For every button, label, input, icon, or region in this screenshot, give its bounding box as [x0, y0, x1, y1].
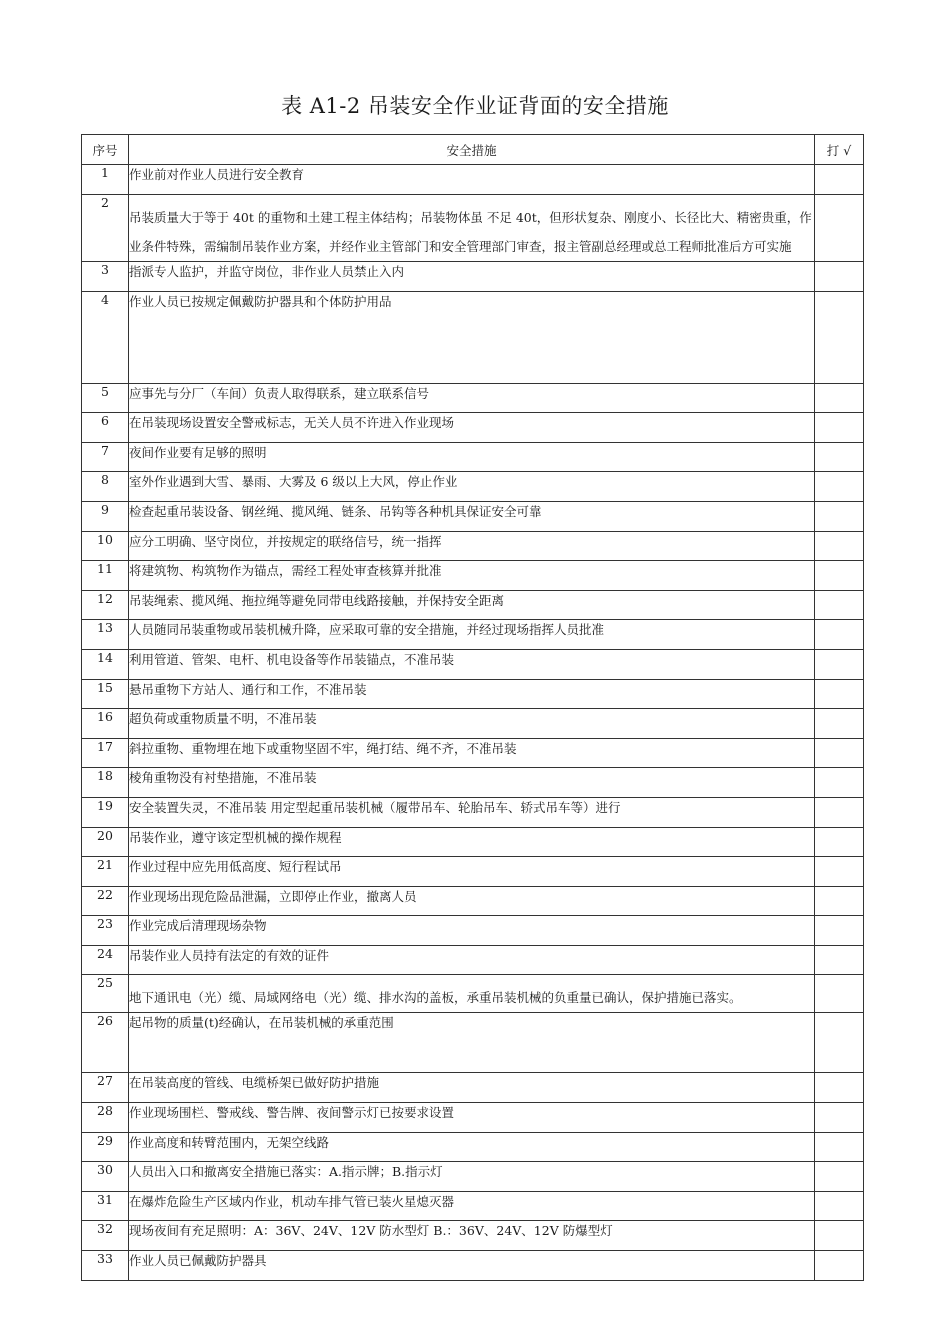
measure-text: 作业前对作业人员进行安全教育 [129, 165, 815, 195]
table-row [82, 1073, 864, 1103]
row-number: 18 [82, 768, 129, 798]
measure-text: 吊装作业人员持有法定的有效的证件 [129, 945, 815, 975]
row-number: 31 [82, 1191, 129, 1221]
row-number: 10 [82, 531, 129, 561]
measure-text: 斜拉重物、重物埋在地下或重物坚固不牢，绳打结、绳不齐，不准吊装 [129, 738, 815, 768]
measure-text: 在爆炸危险生产区域内作业，机动车排气管已装火星熄灭器 [129, 1191, 815, 1221]
check-cell[interactable] [815, 413, 864, 443]
row-number: 8 [82, 472, 129, 502]
table-row [82, 1132, 864, 1162]
row-number: 9 [82, 501, 129, 531]
check-cell[interactable] [815, 916, 864, 946]
check-cell[interactable] [815, 1251, 864, 1281]
check-cell[interactable] [815, 709, 864, 739]
check-cell[interactable] [815, 383, 864, 413]
row-number: 6 [82, 413, 129, 443]
table-row [82, 886, 864, 916]
measure-text: 人员随同吊装重物或吊装机械升降，应采取可靠的安全措施，并经过现场指挥人员批准 [129, 620, 815, 650]
safety-measures-table [81, 134, 864, 1281]
table-row [82, 561, 864, 591]
check-cell[interactable] [815, 975, 864, 1013]
row-number: 23 [82, 916, 129, 946]
check-cell[interactable] [815, 1013, 864, 1073]
row-number: 16 [82, 709, 129, 739]
check-cell[interactable] [815, 1132, 864, 1162]
row-number: 7 [82, 442, 129, 472]
row-number: 19 [82, 797, 129, 827]
table-row [82, 442, 864, 472]
measure-text: 现场夜间有充足照明：A：36V、24V、12V 防水型灯 B.：36V、24V、12V 防爆型灯 [129, 1221, 815, 1251]
measure-text: 指派专人监护，并监守岗位，非作业人员禁止入内 [129, 262, 815, 292]
measure-text: 作业现场围栏、警戒线、警告牌、夜间警示灯已按要求设置 [129, 1103, 815, 1133]
measure-text: 安全装置失灵，不准吊装 用定型起重吊装机械（履带吊车、轮胎吊车、轿式吊车等）进行 [129, 797, 815, 827]
table-row [82, 1013, 864, 1073]
measure-text: 吊装质量大于等于 40t 的重物和土建工程主体结构；吊装物体虽 不足 40t，但形状复杂、刚度小、长径比大、精密贵重，作业条件特殊，需编制吊装作业方案，并经作业主管部门和安全管理部门审查，报主管副总经理或总工程师批准后方可实施 [129, 195, 815, 262]
check-cell[interactable] [815, 620, 864, 650]
row-number: 2 [82, 195, 129, 262]
page-title: 表 A1-2 吊装安全作业证背面的安全措施 [281, 94, 669, 118]
row-number: 17 [82, 738, 129, 768]
column-header-measure: 安全措施 [129, 135, 815, 165]
measure-text: 地下通讯电（光）缆、局域网络电（光）缆、排水沟的盖板，承重吊装机械的负重量已确认，保护措施已落实。 [129, 975, 815, 1013]
row-number: 12 [82, 590, 129, 620]
table-row [82, 165, 864, 195]
check-cell[interactable] [815, 768, 864, 798]
check-cell[interactable] [815, 1162, 864, 1192]
table-row [82, 1221, 864, 1251]
check-cell[interactable] [815, 886, 864, 916]
check-cell[interactable] [815, 1103, 864, 1133]
measure-text: 吊装绳索、揽风绳、拖拉绳等避免同带电线路接触，并保持安全距离 [129, 590, 815, 620]
row-number: 27 [82, 1073, 129, 1103]
measure-text: 作业完成后清理现场杂物 [129, 916, 815, 946]
check-cell[interactable] [815, 590, 864, 620]
check-cell[interactable] [815, 1191, 864, 1221]
table-row [82, 501, 864, 531]
table-row [82, 857, 864, 887]
check-cell[interactable] [815, 797, 864, 827]
row-number: 24 [82, 945, 129, 975]
check-cell[interactable] [815, 857, 864, 887]
row-number: 15 [82, 679, 129, 709]
measure-text: 在吊装高度的管线、电缆桥架已做好防护措施 [129, 1073, 815, 1103]
column-header-check: 打 √ [815, 135, 864, 165]
table-header-row [82, 135, 864, 165]
measure-text: 作业人员已佩戴防护器具 [129, 1251, 815, 1281]
check-cell[interactable] [815, 1073, 864, 1103]
measure-text: 将建筑物、构筑物作为锚点，需经工程处审查核算并批准 [129, 561, 815, 591]
row-number: 29 [82, 1132, 129, 1162]
table-row [82, 262, 864, 292]
check-cell[interactable] [815, 738, 864, 768]
row-number: 21 [82, 857, 129, 887]
row-number: 26 [82, 1013, 129, 1073]
table-row [82, 975, 864, 1013]
row-number: 20 [82, 827, 129, 857]
check-cell[interactable] [815, 1221, 864, 1251]
row-number: 33 [82, 1251, 129, 1281]
measure-text: 检查起重吊装设备、钢丝绳、揽风绳、链条、吊钩等各种机具保证安全可靠 [129, 501, 815, 531]
table-row [82, 827, 864, 857]
table-row [82, 768, 864, 798]
row-number: 32 [82, 1221, 129, 1251]
row-number: 22 [82, 886, 129, 916]
row-number: 25 [82, 975, 129, 1013]
measure-text: 悬吊重物下方站人、通行和工作，不准吊装 [129, 679, 815, 709]
table-row [82, 797, 864, 827]
table-row [82, 620, 864, 650]
check-cell[interactable] [815, 442, 864, 472]
table-row [82, 195, 864, 262]
check-cell[interactable] [815, 827, 864, 857]
table-row [82, 590, 864, 620]
row-number: 14 [82, 649, 129, 679]
measure-text: 在吊装现场设置安全警戒标志，无关人员不许进入作业现场 [129, 413, 815, 443]
table-row [82, 531, 864, 561]
check-cell[interactable] [815, 649, 864, 679]
row-number: 11 [82, 561, 129, 591]
table-row [82, 1191, 864, 1221]
measure-text: 夜间作业要有足够的照明 [129, 442, 815, 472]
table-row [82, 472, 864, 502]
measure-text: 起吊物的质量(t)经确认，在吊装机械的承重范围 [129, 1013, 815, 1073]
check-cell[interactable] [815, 531, 864, 561]
table-row [82, 649, 864, 679]
measure-text: 作业人员已按规定佩戴防护器具和个体防护用品 [129, 291, 815, 383]
table-row [82, 709, 864, 739]
row-number: 13 [82, 620, 129, 650]
row-number: 1 [82, 165, 129, 195]
measure-text: 作业高度和转臂范围内，无架空线路 [129, 1132, 815, 1162]
row-number: 30 [82, 1162, 129, 1192]
table-row [82, 916, 864, 946]
check-cell[interactable] [815, 501, 864, 531]
measure-text: 作业过程中应先用低高度、短行程试吊 [129, 857, 815, 887]
measure-text: 利用管道、管架、电杆、机电设备等作吊装锚点，不准吊装 [129, 649, 815, 679]
check-cell[interactable] [815, 291, 864, 383]
measure-text: 室外作业遇到大雪、暴雨、大雾及 6 级以上大风，停止作业 [129, 472, 815, 502]
row-number: 4 [82, 291, 129, 383]
check-cell[interactable] [815, 195, 864, 262]
measure-text: 应分工明确、坚守岗位，并按规定的联络信号，统一指挥 [129, 531, 815, 561]
check-cell[interactable] [815, 945, 864, 975]
table-row [82, 383, 864, 413]
measure-text: 人员出入口和撤离安全措施已落实：A.指示牌；B.指示灯 [129, 1162, 815, 1192]
table-row [82, 413, 864, 443]
row-number: 28 [82, 1103, 129, 1133]
table-row [82, 945, 864, 975]
measure-text: 吊装作业，遵守该定型机械的操作规程 [129, 827, 815, 857]
table-row [82, 738, 864, 768]
measure-text: 超负荷或重物质量不明，不准吊装 [129, 709, 815, 739]
measure-text: 棱角重物没有衬垫措施，不准吊装 [129, 768, 815, 798]
table-row [82, 1251, 864, 1281]
check-cell[interactable] [815, 472, 864, 502]
measure-text: 作业现场出现危险品泄漏，立即停止作业，撤离人员 [129, 886, 815, 916]
check-cell[interactable] [815, 679, 864, 709]
row-number: 5 [82, 383, 129, 413]
check-cell[interactable] [815, 561, 864, 591]
row-number: 3 [82, 262, 129, 292]
table-row [82, 1103, 864, 1133]
table-row [82, 1162, 864, 1192]
check-cell[interactable] [815, 165, 864, 195]
measure-text: 应事先与分厂（车间）负责人取得联系，建立联系信号 [129, 383, 815, 413]
table-row [82, 679, 864, 709]
table-row [82, 291, 864, 383]
check-cell[interactable] [815, 262, 864, 292]
column-header-no: 序号 [82, 135, 129, 165]
